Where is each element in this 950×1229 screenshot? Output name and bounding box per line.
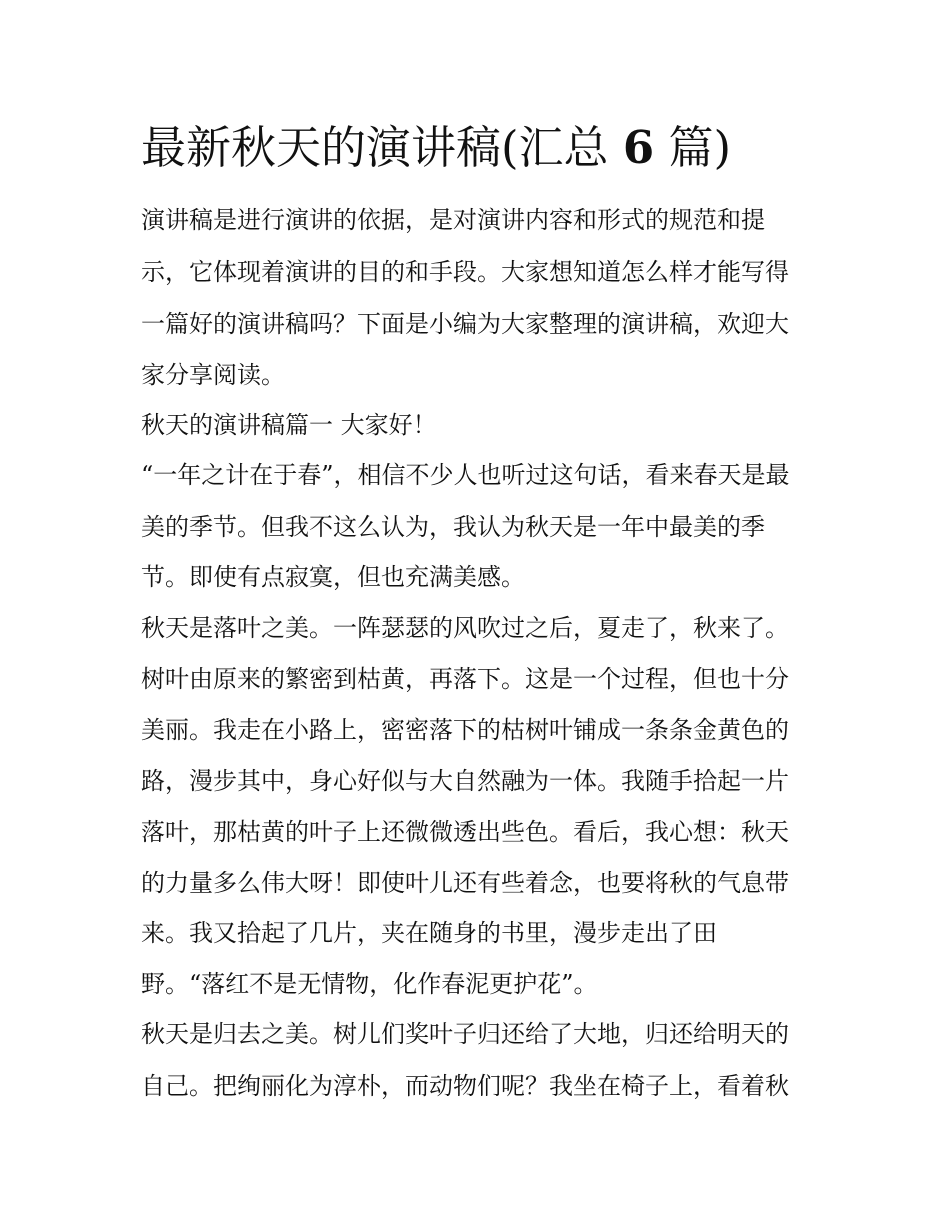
text-line: 来。我又拾起了几片，夹在随身的书里，漫步走出了田 xyxy=(141,919,717,947)
text-line: 树叶由原来的繁密到枯黄，再落下。这是一个过程，但也十分 xyxy=(141,665,789,693)
document-title xyxy=(141,118,731,178)
title-prefix: 最新秋天的演讲稿(汇总 xyxy=(141,121,623,174)
text-line: 秋天是落叶之美。一阵瑟瑟的风吹过之后，夏走了，秋来了。 xyxy=(141,614,789,642)
text-line: 自己。把绚丽化为淳朴，而动物们呢？我坐在椅子上，看着秋 xyxy=(141,1072,789,1100)
text-line: 节。即使有点寂寞，但也充满美感。 xyxy=(141,563,525,591)
text-line: 家分享阅读。 xyxy=(141,361,285,389)
text-line: 路，漫步其中，身心好似与大自然融为一体。我随手拾起一片 xyxy=(141,767,789,795)
text-line: 示，它体现着演讲的目的和手段。大家想知道怎么样才能写得 xyxy=(141,258,789,286)
text-line: 演讲稿是进行演讲的依据，是对演讲内容和形式的规范和提 xyxy=(141,206,765,234)
title-number: 6 xyxy=(622,121,655,174)
text-line: 美丽。我走在小路上，密密落下的枯树叶铺成一条条金黄色的 xyxy=(141,716,789,744)
title-suffix: 篇) xyxy=(654,121,732,174)
text-line: 秋天的演讲稿篇一 大家好！ xyxy=(141,411,437,439)
text-line: 的力量多么伟大呀！即使叶儿还有些着念，也要将秋的气息带 xyxy=(141,869,789,897)
text-line: 野。“落红不是无情物，化作春泥更护花”。 xyxy=(141,970,598,998)
text-line: 一篇好的演讲稿吗？下面是小编为大家整理的演讲稿，欢迎大 xyxy=(141,310,789,338)
text-line: 秋天是归去之美。树儿们奖叶子归还给了大地，归还给明天的 xyxy=(141,1020,789,1048)
text-line: “一年之计在于春”，相信不少人也听过这句话，看来春天是最 xyxy=(141,461,790,489)
text-line: 落叶，那枯黄的叶子上还微微透出些色。看后，我心想：秋天 xyxy=(141,818,789,846)
text-line: 美的季节。但我不这么认为，我认为秋天是一年中最美的季 xyxy=(141,513,765,541)
